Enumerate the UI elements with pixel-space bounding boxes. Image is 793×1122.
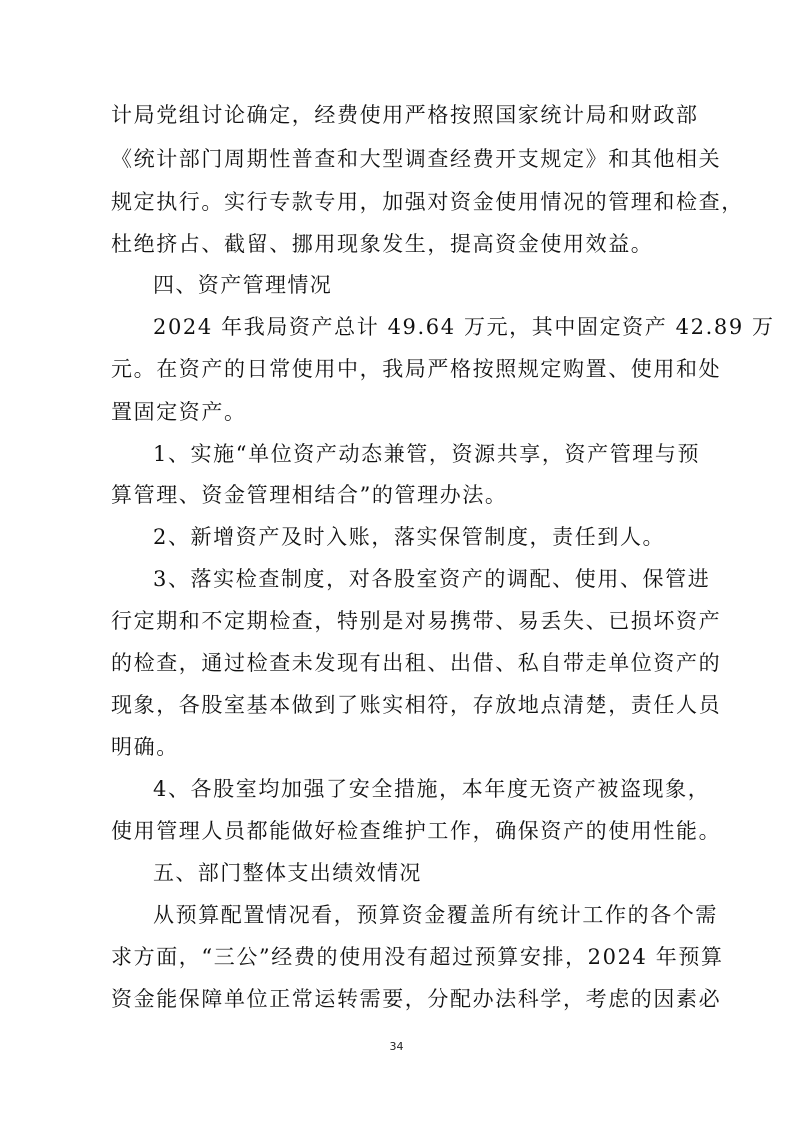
body-line: 4、各股室均加强了安全措施，本年度无资产被盗现象， <box>153 777 711 801</box>
section-heading-asset-management: 四、资产管理情况 <box>153 273 333 297</box>
body-line: 置固定资产。 <box>111 400 247 424</box>
body-line: 3、落实检查制度，对各股室资产的调配、使用、保管进 <box>153 567 711 591</box>
body-line: 使用管理人员都能做好检查维护工作，确保资产的使用性能。 <box>111 819 722 843</box>
body-line: 行定期和不定期检查，特别是对易携带、易丢失、已损坏资产 <box>111 609 722 633</box>
body-line: 2、新增资产及时入账，落实保管制度，责任到人。 <box>153 525 666 549</box>
body-line: 算管理、资金管理相结合”的管理办法。 <box>111 483 508 507</box>
body-line: 规定执行。实行专款专用，加强对资金使用情况的管理和检查， <box>111 190 744 214</box>
body-line: 明确。 <box>111 735 179 759</box>
body-line: 计局党组讨论确定，经费使用严格按照国家统计局和财政部 <box>111 103 699 127</box>
body-line: 《统计部门周期性普查和大型调查经费开支规定》和其他相关 <box>111 147 722 171</box>
body-line: 的检查，通过检查未发现有出租、出借、私自带走单位资产的 <box>111 651 722 675</box>
body-line: 现象，各股室基本做到了账实相符，存放地点清楚，责任人员 <box>111 693 722 717</box>
body-line: 元。在资产的日常使用中，我局严格按照规定购置、使用和处 <box>111 357 722 381</box>
body-line: 求方面，“三公”经费的使用没有超过预算安排，2024 年预算 <box>111 945 724 969</box>
body-line: 从预算配置情况看，预算资金覆盖所有统计工作的各个需 <box>153 903 718 927</box>
body-line: 2024 年我局资产总计 49.64 万元，其中固定资产 42.89 万 <box>153 315 775 339</box>
page-number: 34 <box>389 1040 404 1053</box>
body-line: 1、实施“单位资产动态兼管，资源共享，资产管理与预 <box>153 442 701 466</box>
body-line: 杜绝挤占、截留、挪用现象发生，提高资金使用效益。 <box>111 232 654 256</box>
section-heading-performance: 五、部门整体支出绩效情况 <box>153 861 422 885</box>
body-line: 资金能保障单位正常运转需要，分配办法科学，考虑的因素必 <box>111 987 722 1011</box>
